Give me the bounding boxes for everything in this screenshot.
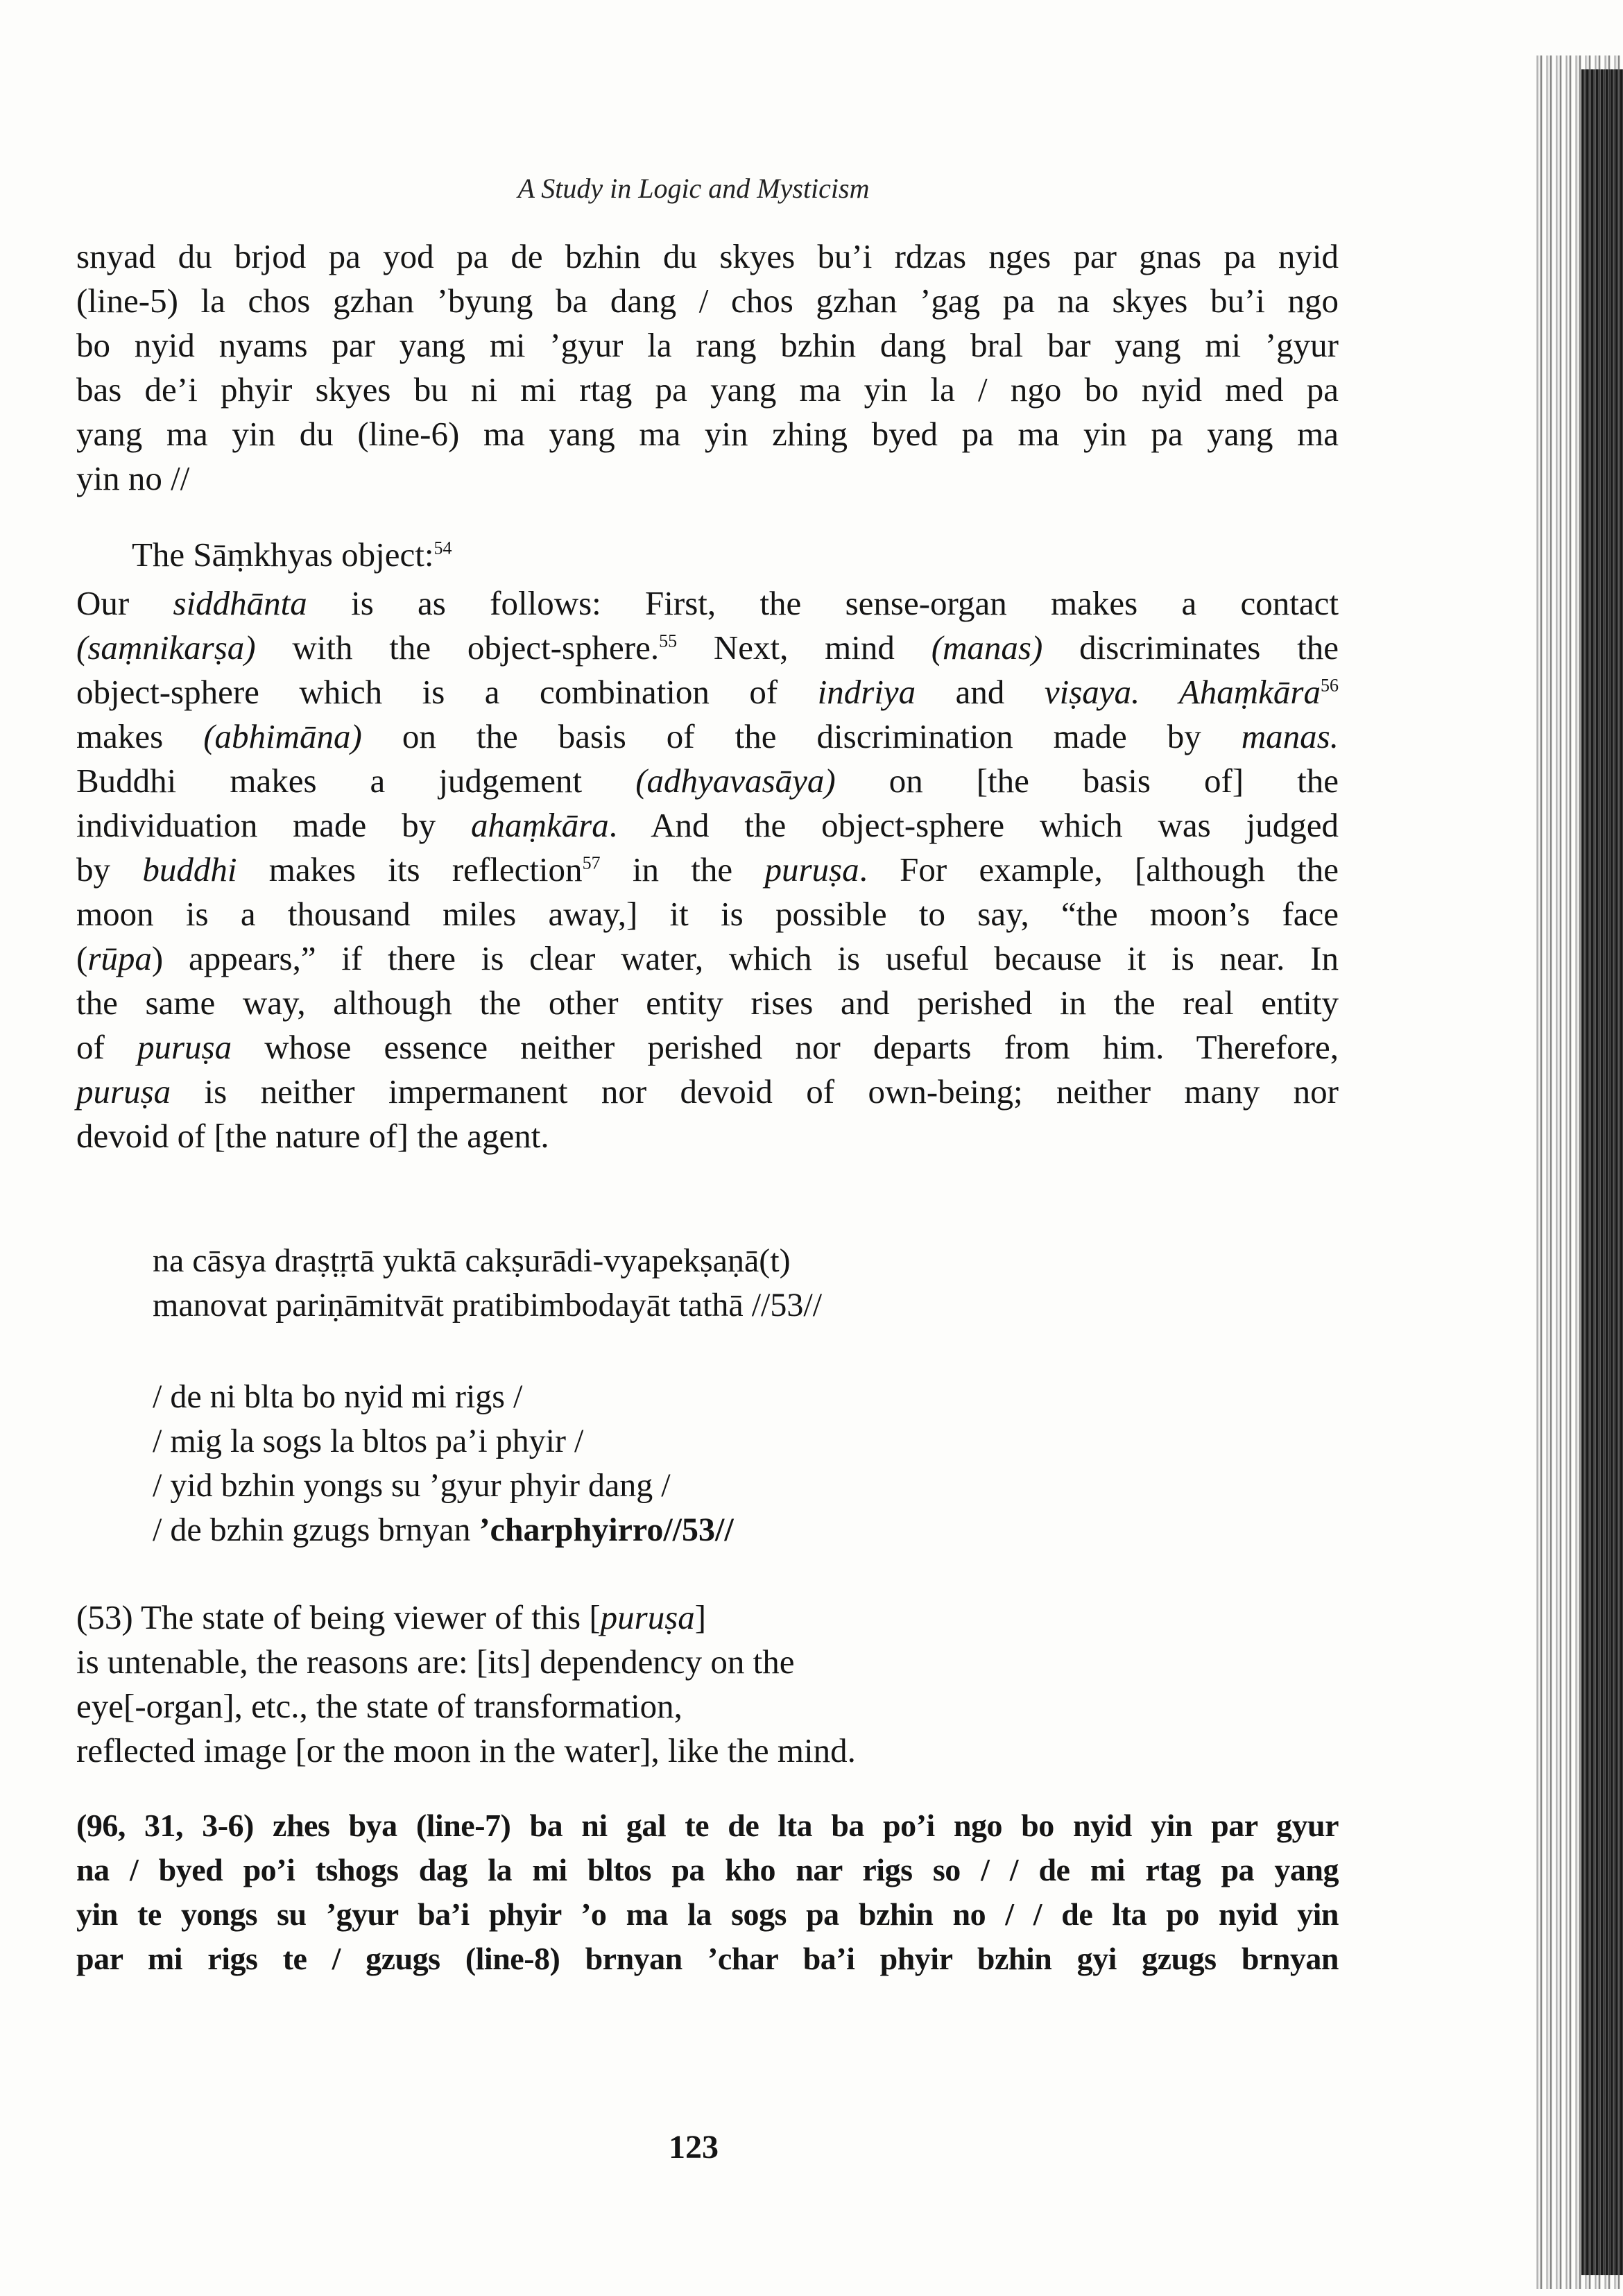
- text-line: (rūpa) appears,” if there is clear water, which is useful because it is near. In: [76, 939, 1339, 977]
- objection-heading: [76, 533, 1339, 577]
- sanskrit-verse: [76, 1239, 1339, 1328]
- text-line: eye[-organ], etc., the state of transformation,: [76, 1687, 682, 1725]
- verse-line: manovat pariṇāmitvāt pratibimbodayāt tathā //53//: [153, 1287, 823, 1323]
- siddhanta-paragraph: [76, 581, 1339, 1158]
- text-line: the same way, although the other entity rises and perished in the real entity: [76, 984, 1339, 1022]
- footnote-mark: 57: [582, 853, 601, 873]
- text-line: yang ma yin du (line-6) ma yang ma yin zhing byed pa ma yin pa yang ma: [76, 415, 1339, 453]
- text-line: (line-5) la chos gzhan ’byung ba dang / chos gzhan ’gag pa na skyes bu’i ngo: [76, 282, 1339, 320]
- text-line: bo nyid nyams par yang mi ’gyur la rang bzhin dang bral bar yang mi ’gyur: [76, 326, 1339, 364]
- verse-translation: [76, 1595, 1339, 1773]
- page-number: 123: [669, 2129, 719, 2166]
- text-line: par mi rigs te / gzugs (line-8) brnyan ’char ba’i phyir bzhin gyi gzugs brnyan: [76, 1941, 1339, 1976]
- scan-binding-shadow: [1581, 69, 1623, 2275]
- text-line: by buddhi makes its reflection$^{57}$ in the puruṣa. For example, [although the: [76, 850, 1339, 889]
- footnote-mark: 54: [433, 538, 452, 558]
- tibetan-verse: [76, 1375, 1339, 1552]
- text-line: object-sphere which is a combination of indriya and viṣaya. Ahaṃkāra$^{56}$: [76, 673, 1339, 711]
- verse-line: / de ni blta bo nyid mi rigs /: [153, 1378, 523, 1415]
- text-line: devoid of [the nature of] the agent.: [76, 1117, 549, 1155]
- verse-line: / yid bzhin yongs su ’gyur phyir dang /: [153, 1467, 671, 1504]
- text-line: moon is a thousand miles away,] it is possible to say, “the moon’s face: [76, 895, 1339, 933]
- verse-line: na cāsya draṣṭṛtā yuktā cakṣurādi-vyapekṣaṇā(t): [153, 1242, 791, 1279]
- text-line: of puruṣa whose essence neither perished nor departs from him. Therefore,: [76, 1028, 1339, 1066]
- text-line: reflected image [or the moon in the water], like the mind.: [76, 1731, 856, 1770]
- text-line: makes (abhimāna) on the basis of the discrimination made by manas.: [76, 717, 1339, 755]
- text-line: na / byed po’i tshogs dag la mi bltos pa kho nar rigs so / / de mi rtag pa yang: [76, 1852, 1339, 1887]
- text-line: (53) The state of being viewer of this [puruṣa]: [76, 1598, 707, 1636]
- text-line: (saṃnikarṣa) with the object-sphere.$^{55}$ Next, mind (manas) discriminates the: [76, 628, 1339, 667]
- running-header: A Study in Logic and Mysticism: [517, 173, 870, 204]
- tibetan-paragraph-1: [76, 234, 1339, 501]
- text-line: yin no //: [76, 459, 190, 497]
- verse-line: / de bzhin gzugs brnyan ’charphyirro//53//: [153, 1511, 734, 1548]
- footnote-mark: 55: [659, 631, 678, 651]
- tibetan-commentary: [76, 1804, 1339, 1981]
- text-line: puruṣa is neither impermanent nor devoid of own-being; neither many nor: [76, 1072, 1339, 1111]
- text-line: (96, 31, 3-6) zhes bya (line-7) ba ni gal te de lta ba po’i ngo bo nyid yin par gyur: [76, 1808, 1339, 1843]
- text-line: is untenable, the reasons are: [its] dependency on the: [76, 1643, 795, 1681]
- footnote-mark: 56: [1321, 675, 1339, 696]
- text-line: individuation made by ahaṃkāra. And the object-sphere which was judged: [76, 806, 1339, 844]
- objection-label: The Sāṃkhyas object:: [132, 536, 434, 574]
- text-line: yin te yongs su ’gyur ba’i phyir ’o ma la sogs pa bzhin no / / de lta po nyid yin: [76, 1896, 1339, 1932]
- text-line: Buddhi makes a judgement (adhyavasāya) on [the basis of] the: [76, 762, 1339, 800]
- text-line: bas de’i phyir skyes bu ni mi rtag pa yang ma yin la / ngo bo nyid med pa: [76, 370, 1339, 409]
- text-line: Our siddhānta is as follows: First, the sense-organ makes a contact: [76, 584, 1339, 622]
- verse-line: / mig la sogs la bltos pa’i phyir /: [153, 1423, 584, 1459]
- text-line: snyad du brjod pa yod pa de bzhin du skyes bu’i rdzas nges par gnas pa nyid: [76, 237, 1339, 275]
